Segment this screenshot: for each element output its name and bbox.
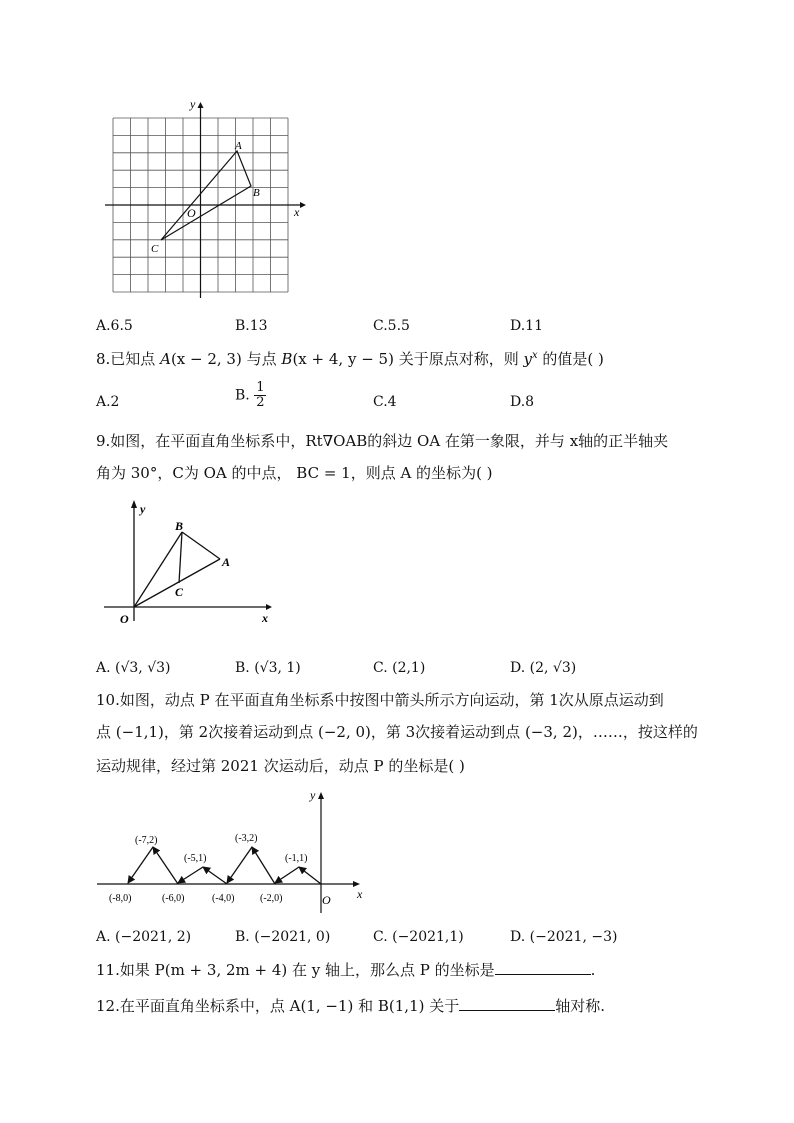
point-b-label: B [253, 187, 260, 199]
path-arrow-6 [178, 867, 203, 883]
path-arrow-5 [203, 867, 227, 884]
segment-ba [182, 532, 220, 559]
q9-option-a[interactable]: A. (√3, √3) [96, 660, 171, 676]
q8-expr-base: y [523, 350, 532, 368]
q10-option-a[interactable]: A. (−2021, 2) [96, 929, 192, 945]
axis-label-y: y [190, 100, 196, 111]
q10-question-line-3: 运动规律，经过第 2021 次运动后，动点 P 的坐标是( ) [96, 757, 465, 775]
label-point-neg7-2: (-7,2) [135, 835, 158, 846]
q10-zigzag-figure [95, 788, 375, 916]
q9-option-c[interactable]: C. (2,1) [373, 660, 426, 676]
q10-question-line-1: 10.如图，动点 P 在平面直角坐标系中按图中箭头所示方向运动，第 1次从原点运动到 [96, 691, 664, 709]
label-point-neg8-0: (-8,0) [109, 893, 132, 904]
label-point-neg4-0: (-4,0) [212, 893, 235, 904]
label-point-neg5-1: (-5,1) [184, 853, 207, 864]
axis-label-y: y [140, 502, 146, 516]
q12-text-after: 轴对称. [555, 997, 606, 1015]
q8-text-after: 关于原点对称，则 [398, 350, 519, 368]
q8-point-a: A [160, 350, 171, 368]
origin-label: O [120, 612, 129, 626]
q8-option-b-prefix: B. [235, 387, 250, 404]
q10-question-line-2: 点 (−1,1)，第 2次接着运动到点 (−2, 0)，第 3次接着运动到点 (−3, 2)，……，按这样的 [96, 723, 698, 741]
y-axis-arrow [198, 102, 204, 108]
q7-option-a[interactable]: A.6.5 [96, 318, 133, 334]
y-axis-arrow [131, 500, 137, 508]
x-axis-arrow [300, 202, 306, 208]
q8-expr-exp: x [532, 350, 538, 361]
origin-label: O [322, 893, 331, 907]
q10-option-b[interactable]: B. (−2021, 0) [235, 929, 331, 945]
q8-option-b-fraction [254, 381, 266, 410]
q8-fraction-numerator: 1 [256, 380, 265, 395]
q7-option-d[interactable]: D.11 [510, 318, 543, 334]
q11-text-before: 11.如果 P(m + 3, 2m + 4) 在 y 轴上，那么点 P 的坐标是 [96, 961, 495, 979]
q11-question [96, 960, 595, 980]
x-axis-arrow [266, 604, 272, 610]
point-c-label: C [151, 243, 159, 255]
point-a-label: A [222, 555, 231, 569]
q8-option-c[interactable]: C.4 [373, 394, 397, 410]
q8-coords-a: (x − 2, 3) [170, 350, 242, 368]
path-arrow-3 [252, 847, 275, 884]
path-arrow-4 [227, 847, 252, 883]
q9-question-line-2: 角为 30°，C为 OA 的中点， BC = 1，则点 A 的坐标为( ) [96, 464, 493, 482]
q7-grid-figure [100, 100, 310, 305]
q9-question-line-1: 9.如图，在平面直角坐标系中，Rt∇OAB的斜边 OA 在第一象限，并与 x轴的正半轴夹 [96, 432, 669, 450]
segment-bc [179, 532, 182, 583]
q10-option-d[interactable]: D. (−2021, −3) [510, 929, 618, 945]
q8-fraction-denominator: 2 [256, 395, 265, 410]
segment-oa [134, 559, 220, 607]
q8-option-b[interactable] [235, 381, 266, 410]
q8-coords-b: (x + 4, y − 5) [292, 350, 394, 368]
path-arrow-7 [153, 847, 178, 884]
path-arrow-2 [275, 867, 299, 883]
point-a-label: A [235, 140, 242, 152]
q8-text-end: 的值是( ) [542, 350, 604, 368]
q9-option-b[interactable]: B. (√3, 1) [235, 660, 301, 676]
q9-triangle-figure [100, 495, 280, 630]
q8-text-before: 8.已知点 [96, 350, 156, 368]
label-point-neg1-1: (-1,1) [285, 853, 308, 864]
q8-point-b: B [281, 350, 293, 368]
q12-answer-blank[interactable] [459, 996, 555, 1011]
path-arrow-8 [128, 847, 153, 883]
q11-text-after: . [590, 961, 596, 979]
q7-option-c[interactable]: C.5.5 [373, 318, 410, 334]
origin-label: O [187, 206, 196, 220]
label-point-neg6-0: (-6,0) [162, 893, 185, 904]
axis-label-x: x [294, 205, 300, 219]
q8-option-a[interactable]: A.2 [96, 394, 120, 410]
q12-text-before: 12.在平面直角坐标系中，点 A(1, −1) 和 B(1,1) 关于 [96, 997, 460, 1015]
q7-option-b[interactable]: B.13 [235, 318, 268, 334]
q12-question [96, 996, 605, 1016]
point-b-label: B [175, 519, 184, 533]
path-arrow-1 [299, 867, 321, 884]
y-axis-arrow [318, 792, 324, 799]
q8-question [96, 346, 604, 369]
q9-option-d[interactable]: D. (2, √3) [510, 660, 577, 676]
q8-option-d[interactable]: D.8 [510, 394, 535, 410]
axis-label-y: y [310, 788, 316, 802]
label-point-neg2-0: (-2,0) [260, 893, 283, 904]
q8-text-mid: 与点 [246, 350, 277, 368]
q10-option-c[interactable]: C. (−2021,1) [373, 929, 464, 945]
point-c-label: C [175, 585, 184, 599]
axis-label-x: x [357, 887, 363, 901]
triangle-abc [161, 151, 251, 240]
axis-label-x: x [262, 611, 268, 625]
label-point-neg3-2: (-3,2) [235, 833, 258, 844]
q11-answer-blank[interactable] [495, 960, 591, 975]
